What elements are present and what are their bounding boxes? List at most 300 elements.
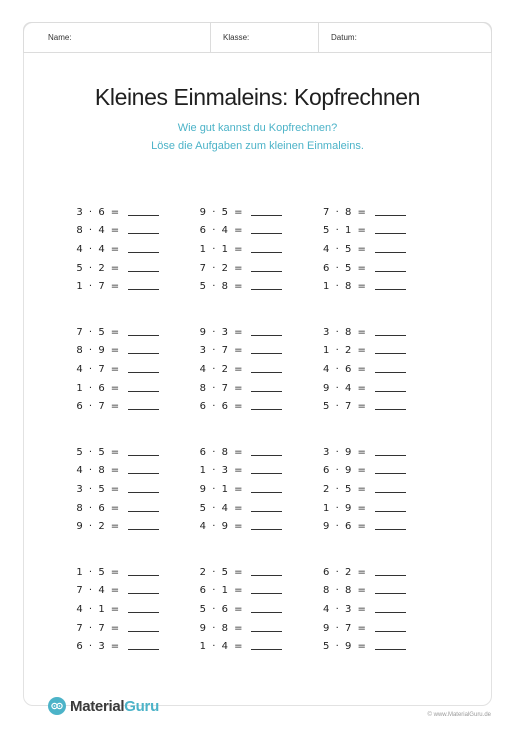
- multiplication-problem: [322, 199, 445, 218]
- equals-sign: =: [234, 566, 243, 578]
- name-label: Name:: [48, 33, 72, 42]
- answer-blank[interactable]: [251, 574, 282, 576]
- equals-sign: =: [234, 382, 243, 394]
- multiply-operator: ·: [335, 641, 339, 653]
- factor-a: 3: [322, 446, 330, 458]
- answer-blank[interactable]: [251, 334, 282, 336]
- equals-sign: =: [110, 484, 120, 496]
- multiplication-problem: [322, 476, 445, 495]
- equals-sign: =: [357, 345, 366, 357]
- answer-blank[interactable]: [375, 251, 406, 253]
- equals-sign: =: [357, 465, 366, 477]
- multiplication-problem: [322, 274, 445, 293]
- multiplication-problem: [198, 634, 321, 653]
- factor-b: 1: [98, 604, 105, 616]
- multiplication-problem: [322, 338, 445, 357]
- answer-blank[interactable]: [128, 214, 159, 216]
- answer-blank[interactable]: [375, 472, 406, 474]
- factor-a: 9: [76, 521, 83, 533]
- exercise-block: [322, 559, 445, 679]
- subtitle-line2: Löse die Aufgaben zum kleinen Einmaleins.: [151, 140, 364, 152]
- answer-blank[interactable]: [128, 232, 159, 234]
- factor-b: 4: [98, 585, 105, 597]
- factor-a: 6: [322, 262, 330, 274]
- multiplication-problem: [75, 514, 198, 533]
- factor-b: 7: [344, 401, 352, 413]
- equals-sign: =: [110, 604, 120, 616]
- multiplication-problem: [198, 319, 321, 338]
- factor-b: 8: [221, 622, 229, 634]
- factor-b: 8: [344, 206, 352, 218]
- factor-a: 7: [76, 326, 83, 338]
- factor-a: 9: [322, 622, 330, 634]
- logo-wordmark: [70, 698, 159, 715]
- answer-blank[interactable]: [128, 592, 159, 594]
- multiply-operator: ·: [335, 345, 339, 357]
- answer-blank[interactable]: [128, 352, 159, 354]
- multiply-operator: ·: [88, 566, 93, 578]
- answer-blank[interactable]: [251, 630, 282, 632]
- equals-sign: =: [357, 364, 366, 376]
- multiplication-problem: [322, 458, 445, 477]
- factor-b: 8: [344, 281, 352, 293]
- equals-sign: =: [234, 585, 243, 597]
- multiply-operator: ·: [212, 566, 216, 578]
- multiply-operator: ·: [335, 326, 339, 338]
- equals-sign: =: [110, 502, 120, 514]
- multiply-operator: ·: [88, 585, 93, 597]
- factor-b: 2: [221, 262, 229, 274]
- answer-blank[interactable]: [251, 611, 282, 613]
- multiply-operator: ·: [335, 484, 339, 496]
- answer-blank[interactable]: [128, 528, 159, 530]
- multiplication-problem: [198, 375, 321, 394]
- multiply-operator: ·: [335, 401, 339, 413]
- equals-sign: =: [357, 244, 366, 256]
- factor-b: 6: [98, 502, 105, 514]
- multiply-operator: ·: [88, 641, 93, 653]
- multiplication-problem: [75, 199, 198, 218]
- multiply-operator: ·: [88, 206, 93, 218]
- answer-blank[interactable]: [128, 574, 159, 576]
- factor-a: 8: [76, 225, 83, 237]
- answer-blank[interactable]: [251, 454, 282, 456]
- answer-blank[interactable]: [375, 528, 406, 530]
- multiply-operator: ·: [335, 502, 339, 514]
- factor-a: 4: [322, 244, 330, 256]
- factor-b: 3: [344, 604, 352, 616]
- multiplication-problem: [322, 236, 445, 255]
- multiply-operator: ·: [212, 622, 216, 634]
- multiplication-problem: [198, 559, 321, 578]
- multiply-operator: ·: [88, 502, 93, 514]
- equals-sign: =: [234, 521, 243, 533]
- multiplication-problem: [75, 578, 198, 597]
- date-field[interactable]: [319, 23, 491, 52]
- answer-blank[interactable]: [251, 371, 282, 373]
- factor-a: 8: [76, 502, 83, 514]
- class-label: Klasse:: [223, 33, 250, 42]
- multiply-operator: ·: [212, 585, 216, 597]
- factor-a: 1: [76, 382, 83, 394]
- equals-sign: =: [357, 382, 366, 394]
- answer-blank[interactable]: [251, 214, 282, 216]
- multiplication-problem: [75, 236, 198, 255]
- multiply-operator: ·: [88, 446, 93, 458]
- equals-sign: =: [234, 446, 243, 458]
- multiplication-problem: [75, 634, 198, 653]
- multiply-operator: ·: [88, 326, 93, 338]
- answer-blank[interactable]: [128, 491, 159, 493]
- answer-blank[interactable]: [375, 270, 406, 272]
- factor-b: 8: [344, 326, 352, 338]
- equals-sign: =: [357, 446, 366, 458]
- factor-a: 9: [322, 382, 330, 394]
- factor-b: 8: [221, 446, 229, 458]
- answer-blank[interactable]: [251, 528, 282, 530]
- factor-b: 2: [98, 521, 105, 533]
- answer-blank[interactable]: [128, 454, 159, 456]
- multiplication-problem: [322, 255, 445, 274]
- factor-b: 7: [221, 382, 229, 394]
- answer-blank[interactable]: [375, 334, 406, 336]
- multiplication-problem: [75, 218, 198, 237]
- answer-blank[interactable]: [251, 510, 282, 512]
- factor-b: 6: [221, 401, 229, 413]
- factor-b: 5: [344, 262, 352, 274]
- factor-a: 1: [76, 566, 83, 578]
- multiplication-problem: [322, 375, 445, 394]
- equals-sign: =: [110, 225, 120, 237]
- multiplication-problem: [322, 615, 445, 634]
- multiply-operator: ·: [88, 281, 93, 293]
- factor-b: 9: [221, 521, 229, 533]
- factor-b: 4: [221, 225, 229, 237]
- equals-sign: =: [110, 521, 120, 533]
- answer-blank[interactable]: [375, 408, 406, 410]
- factor-a: 1: [322, 281, 330, 293]
- factor-b: 7: [98, 622, 105, 634]
- answer-blank[interactable]: [375, 510, 406, 512]
- equals-sign: =: [110, 622, 120, 634]
- multiplication-problem: [75, 615, 198, 634]
- equals-sign: =: [110, 326, 120, 338]
- subtitle-line1: Wie gut kannst du Kopfrechnen?: [177, 122, 338, 134]
- factor-b: 3: [221, 326, 229, 338]
- exercise-block-row: [75, 439, 445, 559]
- exercise-block: [198, 319, 321, 439]
- answer-blank[interactable]: [251, 251, 282, 253]
- multiply-operator: ·: [212, 465, 216, 477]
- factor-a: 8: [322, 585, 330, 597]
- factor-a: 1: [76, 281, 83, 293]
- answer-blank[interactable]: [375, 630, 406, 632]
- answer-blank[interactable]: [128, 371, 159, 373]
- multiplication-problem: [75, 319, 198, 338]
- multiply-operator: ·: [212, 502, 216, 514]
- multiply-operator: ·: [212, 604, 216, 616]
- multiplication-problem: [322, 319, 445, 338]
- factor-b: 2: [98, 262, 105, 274]
- factor-a: 4: [76, 604, 83, 616]
- factor-b: 6: [344, 521, 352, 533]
- answer-blank[interactable]: [375, 611, 406, 613]
- factor-a: 6: [322, 566, 330, 578]
- equals-sign: =: [110, 262, 120, 274]
- answer-blank[interactable]: [251, 352, 282, 354]
- answer-blank[interactable]: [375, 390, 406, 392]
- multiply-operator: ·: [212, 364, 216, 376]
- answer-blank[interactable]: [375, 232, 406, 234]
- factor-a: 5: [322, 641, 330, 653]
- answer-blank[interactable]: [251, 648, 282, 650]
- factor-a: 6: [199, 225, 207, 237]
- factor-b: 4: [98, 225, 105, 237]
- factor-a: 9: [199, 484, 207, 496]
- factor-a: 7: [76, 585, 83, 597]
- multiplication-problem: [75, 458, 198, 477]
- equals-sign: =: [357, 641, 366, 653]
- factor-a: 8: [76, 345, 83, 357]
- factor-b: 5: [221, 566, 229, 578]
- equals-sign: =: [357, 225, 366, 237]
- factor-a: 5: [199, 281, 207, 293]
- logo-part-material: Material: [70, 697, 125, 715]
- factor-a: 4: [76, 244, 83, 256]
- answer-blank[interactable]: [128, 630, 159, 632]
- answer-blank[interactable]: [251, 592, 282, 594]
- factor-b: 8: [344, 585, 352, 597]
- factor-a: 5: [199, 604, 207, 616]
- answer-blank[interactable]: [375, 454, 406, 456]
- factor-b: 8: [221, 281, 229, 293]
- answer-blank[interactable]: [251, 390, 282, 392]
- multiply-operator: ·: [88, 521, 93, 533]
- multiplication-problem: [322, 495, 445, 514]
- equals-sign: =: [110, 401, 120, 413]
- multiply-operator: ·: [88, 225, 93, 237]
- factor-a: 6: [322, 465, 330, 477]
- factor-b: 5: [98, 446, 105, 458]
- factor-a: 4: [322, 604, 330, 616]
- equals-sign: =: [234, 465, 243, 477]
- answer-blank[interactable]: [128, 270, 159, 272]
- multiplication-problem: [75, 495, 198, 514]
- multiplication-problem: [198, 236, 321, 255]
- multiplication-problem: [322, 514, 445, 533]
- answer-blank[interactable]: [375, 288, 406, 290]
- factor-b: 9: [344, 465, 352, 477]
- factor-b: 9: [344, 446, 352, 458]
- factor-a: 7: [76, 622, 83, 634]
- factor-b: 5: [98, 566, 105, 578]
- equals-sign: =: [357, 401, 366, 413]
- factor-b: 2: [344, 566, 352, 578]
- answer-blank[interactable]: [375, 574, 406, 576]
- answer-blank[interactable]: [251, 232, 282, 234]
- equals-sign: =: [234, 401, 243, 413]
- factor-a: 1: [199, 641, 207, 653]
- multiply-operator: ·: [88, 364, 93, 376]
- answer-blank[interactable]: [375, 648, 406, 650]
- multiplication-problem: [198, 578, 321, 597]
- equals-sign: =: [357, 604, 366, 616]
- multiplication-problem: [198, 495, 321, 514]
- multiplication-problem: [198, 439, 321, 458]
- factor-b: 4: [344, 382, 352, 394]
- multiplication-problem: [198, 338, 321, 357]
- factor-a: 3: [322, 326, 330, 338]
- answer-blank[interactable]: [375, 491, 406, 493]
- equals-sign: =: [110, 364, 120, 376]
- exercise-block: [75, 559, 198, 679]
- answer-blank[interactable]: [375, 352, 406, 354]
- exercise-block-row: [75, 319, 445, 439]
- answer-blank[interactable]: [251, 472, 282, 474]
- equals-sign: =: [110, 566, 120, 578]
- multiply-operator: ·: [212, 521, 216, 533]
- exercise-block: [322, 319, 445, 439]
- factor-b: 6: [221, 604, 229, 616]
- multiply-operator: ·: [335, 604, 339, 616]
- factor-b: 1: [221, 484, 229, 496]
- multiply-operator: ·: [212, 326, 216, 338]
- equals-sign: =: [234, 345, 243, 357]
- answer-blank[interactable]: [128, 472, 159, 474]
- exercise-block: [75, 199, 198, 319]
- factor-a: 6: [76, 641, 83, 653]
- equals-sign: =: [357, 206, 366, 218]
- factor-b: 6: [98, 206, 105, 218]
- multiply-operator: ·: [88, 484, 93, 496]
- factor-b: 9: [344, 641, 352, 653]
- equals-sign: =: [110, 382, 120, 394]
- answer-blank[interactable]: [128, 510, 159, 512]
- multiply-operator: ·: [212, 345, 216, 357]
- multiply-operator: ·: [88, 604, 93, 616]
- answer-blank[interactable]: [128, 408, 159, 410]
- multiply-operator: ·: [212, 281, 216, 293]
- multiplication-problem: [75, 356, 198, 375]
- answer-blank[interactable]: [251, 288, 282, 290]
- factor-a: 5: [322, 401, 330, 413]
- multiplication-problem: [322, 634, 445, 653]
- factor-a: 7: [199, 262, 207, 274]
- factor-a: 1: [199, 465, 207, 477]
- answer-blank[interactable]: [251, 270, 282, 272]
- equals-sign: =: [110, 585, 120, 597]
- factor-a: 6: [199, 446, 207, 458]
- equals-sign: =: [357, 281, 366, 293]
- answer-blank[interactable]: [375, 592, 406, 594]
- multiplication-problem: [75, 274, 198, 293]
- factor-a: 5: [199, 502, 207, 514]
- factor-b: 7: [98, 364, 105, 376]
- multiply-operator: ·: [335, 364, 339, 376]
- answer-blank[interactable]: [128, 288, 159, 290]
- multiplication-problem: [75, 439, 198, 458]
- multiplication-problem: [75, 476, 198, 495]
- factor-b: 6: [98, 382, 105, 394]
- equals-sign: =: [234, 484, 243, 496]
- multiplication-problem: [198, 274, 321, 293]
- multiplication-problem: [198, 394, 321, 413]
- multiply-operator: ·: [212, 206, 216, 218]
- factor-b: 1: [344, 225, 352, 237]
- answer-blank[interactable]: [128, 390, 159, 392]
- factor-b: 9: [98, 345, 105, 357]
- factor-a: 1: [322, 502, 330, 514]
- equals-sign: =: [234, 244, 243, 256]
- answer-blank[interactable]: [128, 251, 159, 253]
- answer-blank[interactable]: [375, 371, 406, 373]
- factor-a: 7: [322, 206, 330, 218]
- answer-blank[interactable]: [375, 214, 406, 216]
- factor-a: 6: [76, 401, 83, 413]
- equals-sign: =: [357, 521, 366, 533]
- name-field[interactable]: [24, 23, 211, 52]
- equals-sign: =: [234, 206, 243, 218]
- date-label: Datum:: [331, 33, 357, 42]
- factor-a: 4: [76, 465, 83, 477]
- factor-b: 5: [98, 326, 105, 338]
- multiplication-problem: [75, 338, 198, 357]
- factor-a: 3: [76, 484, 83, 496]
- multiplication-problem: [198, 615, 321, 634]
- equals-sign: =: [357, 326, 366, 338]
- answer-blank[interactable]: [251, 491, 282, 493]
- multiplication-problem: [198, 218, 321, 237]
- factor-b: 4: [221, 502, 229, 514]
- exercise-block: [75, 439, 198, 559]
- factor-a: 1: [199, 244, 207, 256]
- multiply-operator: ·: [212, 244, 216, 256]
- exercise-block: [75, 319, 198, 439]
- multiplication-problem: [198, 356, 321, 375]
- answer-blank[interactable]: [128, 648, 159, 650]
- multiply-operator: ·: [212, 401, 216, 413]
- factor-b: 7: [344, 622, 352, 634]
- multiply-operator: ·: [212, 262, 216, 274]
- multiply-operator: ·: [335, 566, 339, 578]
- answer-blank[interactable]: [251, 408, 282, 410]
- answer-blank[interactable]: [128, 334, 159, 336]
- factor-b: 1: [221, 244, 229, 256]
- answer-blank[interactable]: [128, 611, 159, 613]
- equals-sign: =: [234, 604, 243, 616]
- factor-b: 3: [98, 641, 105, 653]
- multiplication-problem: [322, 596, 445, 615]
- multiplication-problem: [198, 255, 321, 274]
- factor-a: 9: [199, 622, 207, 634]
- exercise-block-row: [75, 559, 445, 679]
- equals-sign: =: [357, 502, 366, 514]
- multiply-operator: ·: [212, 446, 216, 458]
- factor-b: 7: [98, 401, 105, 413]
- factor-b: 2: [221, 364, 229, 376]
- multiply-operator: ·: [212, 225, 216, 237]
- multiplication-problem: [198, 596, 321, 615]
- multiply-operator: ·: [335, 281, 339, 293]
- multiplication-problem: [322, 218, 445, 237]
- factor-a: 5: [76, 446, 83, 458]
- multiply-operator: ·: [88, 262, 93, 274]
- multiply-operator: ·: [335, 622, 339, 634]
- multiplication-problem: [75, 394, 198, 413]
- multiplication-problem: [322, 559, 445, 578]
- class-field[interactable]: [211, 23, 319, 52]
- factor-a: 6: [199, 401, 207, 413]
